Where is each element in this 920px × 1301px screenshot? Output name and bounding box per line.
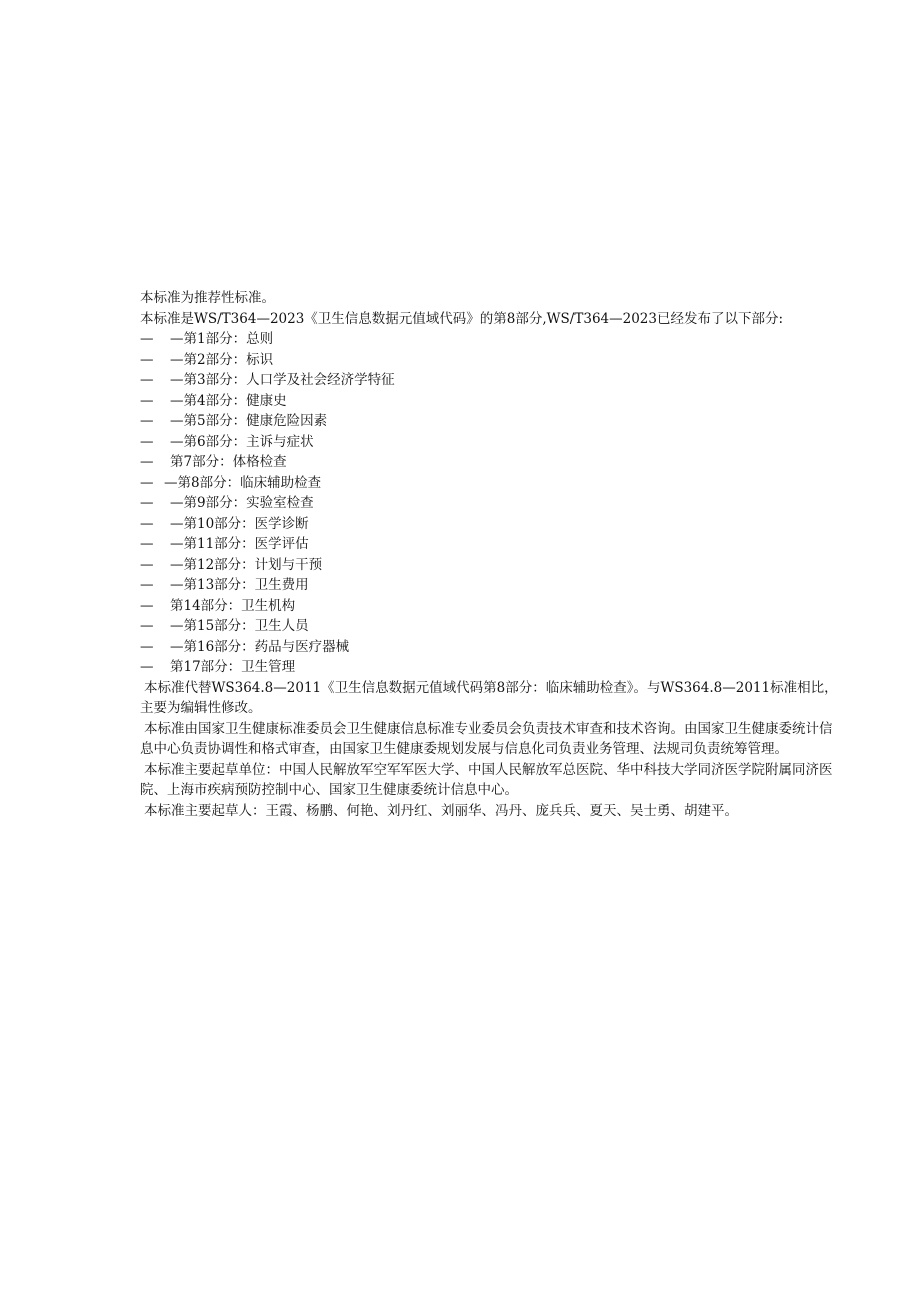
- drafters-paragraph: 本标准主要起草人：王霞、杨鹏、何艳、刘丹红、刘丽华、冯丹、庞兵兵、夏天、吴士勇、胡建平。: [144, 802, 738, 819]
- list-item: [140, 616, 840, 637]
- list-item: [140, 473, 840, 494]
- list-item: [140, 493, 840, 514]
- list-item-prefix: —: [140, 597, 154, 614]
- list-item-text: —第11部分：医学评估: [170, 536, 309, 552]
- list-item: [140, 657, 840, 678]
- list-item: [140, 514, 840, 535]
- list-item: [140, 432, 840, 453]
- list-item: [140, 411, 840, 432]
- list-item-prefix: —: [140, 495, 154, 511]
- list-item-prefix: —: [140, 392, 154, 409]
- foreword-content: [140, 288, 840, 821]
- parts-list: [140, 329, 840, 678]
- list-item-text: 第14部分：卫生机构: [170, 597, 296, 614]
- list-item-text: 第17部分：卫生管理: [170, 659, 296, 675]
- list-item-prefix: —: [140, 577, 154, 593]
- list-item: [140, 637, 840, 658]
- list-item-prefix: —: [140, 351, 154, 368]
- list-item: [140, 452, 840, 473]
- list-item-text: —第4部分：健康史: [170, 392, 287, 409]
- list-item: [140, 391, 840, 412]
- list-item-text: —第12部分：计划与干预: [170, 556, 323, 573]
- drafting-units-paragraph: 本标准主要起草单位：中国人民解放军空军军医大学、中国人民解放军总医院、华中科技大学同济医学院附属同济医院、上海市疾病预防控制中心、国家卫生健康委统计信息中心。: [140, 761, 833, 798]
- list-item: [140, 596, 840, 617]
- list-item-text: 第7部分：体格检查: [170, 454, 287, 470]
- list-item-text: —第6部分：主诉与症状: [170, 433, 314, 450]
- list-item: [140, 575, 840, 596]
- list-item-prefix: —: [140, 556, 154, 573]
- list-item-prefix: —: [140, 515, 154, 532]
- review-paragraph: 本标准由国家卫生健康标准委员会卫生健康信息标准专业委员会负责技术审查和技术咨询。由国家卫生健康委统计信息中心负责协调性和格式审查，由国家卫生健康委规划发展与信息化司负责业务管理、法规司负责统筹管理。: [140, 720, 833, 757]
- list-item-prefix: —: [140, 618, 154, 634]
- list-item: [140, 534, 840, 555]
- list-item-prefix: —: [140, 372, 154, 388]
- list-item: [140, 555, 840, 576]
- list-item-text: —第15部分：卫生人员: [170, 618, 309, 634]
- list-item-prefix: —: [140, 433, 154, 450]
- list-item-prefix: —: [140, 659, 154, 675]
- list-item-text: —第5部分：健康危险因素: [170, 413, 328, 429]
- list-item-prefix: —: [140, 331, 154, 347]
- list-item: [140, 350, 840, 371]
- list-item-text: —第8部分：临床辅助检查: [164, 474, 322, 491]
- list-item-prefix: —: [140, 536, 154, 552]
- list-item-text: —第2部分：标识: [170, 351, 274, 368]
- list-item-prefix: —: [140, 454, 154, 470]
- list-item-text: —第16部分：药品与医疗器械: [170, 638, 350, 655]
- intro-line-part-of-series: 本标准是WS/T364—2023《卫生信息数据元值域代码》的第8部分,WS/T364—2023已经发布了以下部分:: [140, 310, 784, 327]
- list-item-text: —第13部分：卫生费用: [170, 577, 309, 593]
- replacement-paragraph: 本标准代替WS364.8—2011《卫生信息数据元值域代码第8部分：临床辅助检查》。与WS364.8—2011标准相比，主要为编辑性修改。: [140, 679, 838, 716]
- list-item-prefix: —: [140, 413, 154, 429]
- list-item-text: —第10部分：医学诊断: [170, 515, 309, 532]
- intro-line-recommended: 本标准为推荐性标准。: [140, 290, 275, 306]
- list-item-text: —第3部分：人口学及社会经济学特征: [170, 372, 395, 388]
- list-item-prefix: —: [140, 638, 154, 655]
- list-item: [140, 370, 840, 391]
- list-item-prefix: —: [140, 474, 154, 491]
- list-item-text: —第9部分：实验室检查: [170, 495, 314, 511]
- list-item-text: —第1部分：总则: [170, 331, 274, 347]
- list-item: [140, 329, 840, 350]
